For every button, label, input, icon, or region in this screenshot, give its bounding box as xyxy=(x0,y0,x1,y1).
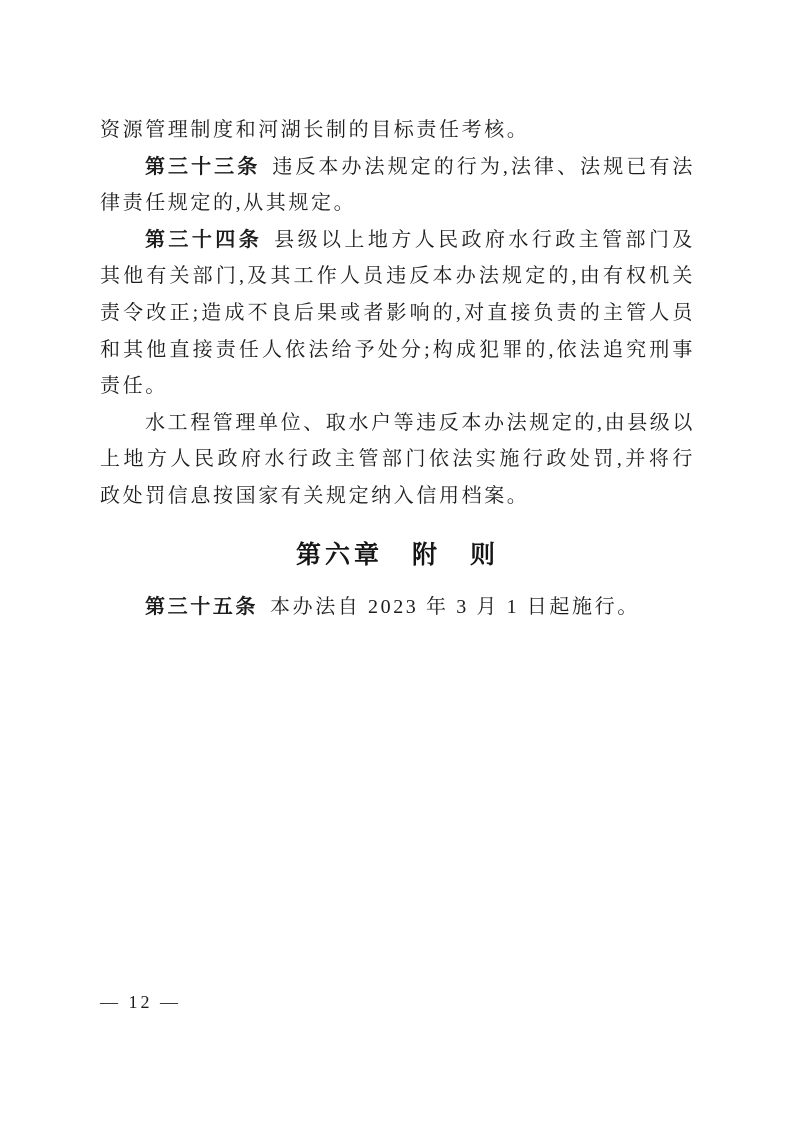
article-text-35: 本办法自 2023 年 3 月 1 日起施行。 xyxy=(270,595,640,618)
article-number-34: 第三十四条 xyxy=(145,228,263,251)
paragraph-article-35 xyxy=(100,589,695,626)
article-text-34: 县级以上地方人民政府水行政主管部门及其他有关部门,及其工作人员违反本办法规定的,由有权机关责令改正;造成不良后果或者影响的,对直接负责的主管人员和其他直接责任人依法给予处分;构成犯罪的,依法追究刑事责任。 xyxy=(100,228,695,398)
article-text-33: 违反本办法规定的行为,法律、法规已有法律责任规定的,从其规定。 xyxy=(100,155,696,215)
paragraph-text: 水工程管理单位、取水户等违反本办法规定的,由县级以上地方人民政府水行政主管部门依法实施行政处罚,并将行政处罚信息按国家有关规定纳入信用档案。 xyxy=(100,411,695,507)
chapter-heading: 第六章 附 则 xyxy=(295,540,499,569)
article-number-35: 第三十五条 xyxy=(145,595,258,618)
document-body xyxy=(100,112,695,625)
paragraph-article-33 xyxy=(100,149,695,222)
paragraph-continuation xyxy=(100,112,695,149)
paragraph-article-34 xyxy=(100,222,695,405)
paragraph-text: 资源管理制度和河湖长制的目标责任考核。 xyxy=(100,119,530,141)
paragraph-plain xyxy=(100,405,695,515)
page-number: — 12 — xyxy=(100,992,181,1012)
article-number-33: 第三十三条 xyxy=(145,155,261,178)
